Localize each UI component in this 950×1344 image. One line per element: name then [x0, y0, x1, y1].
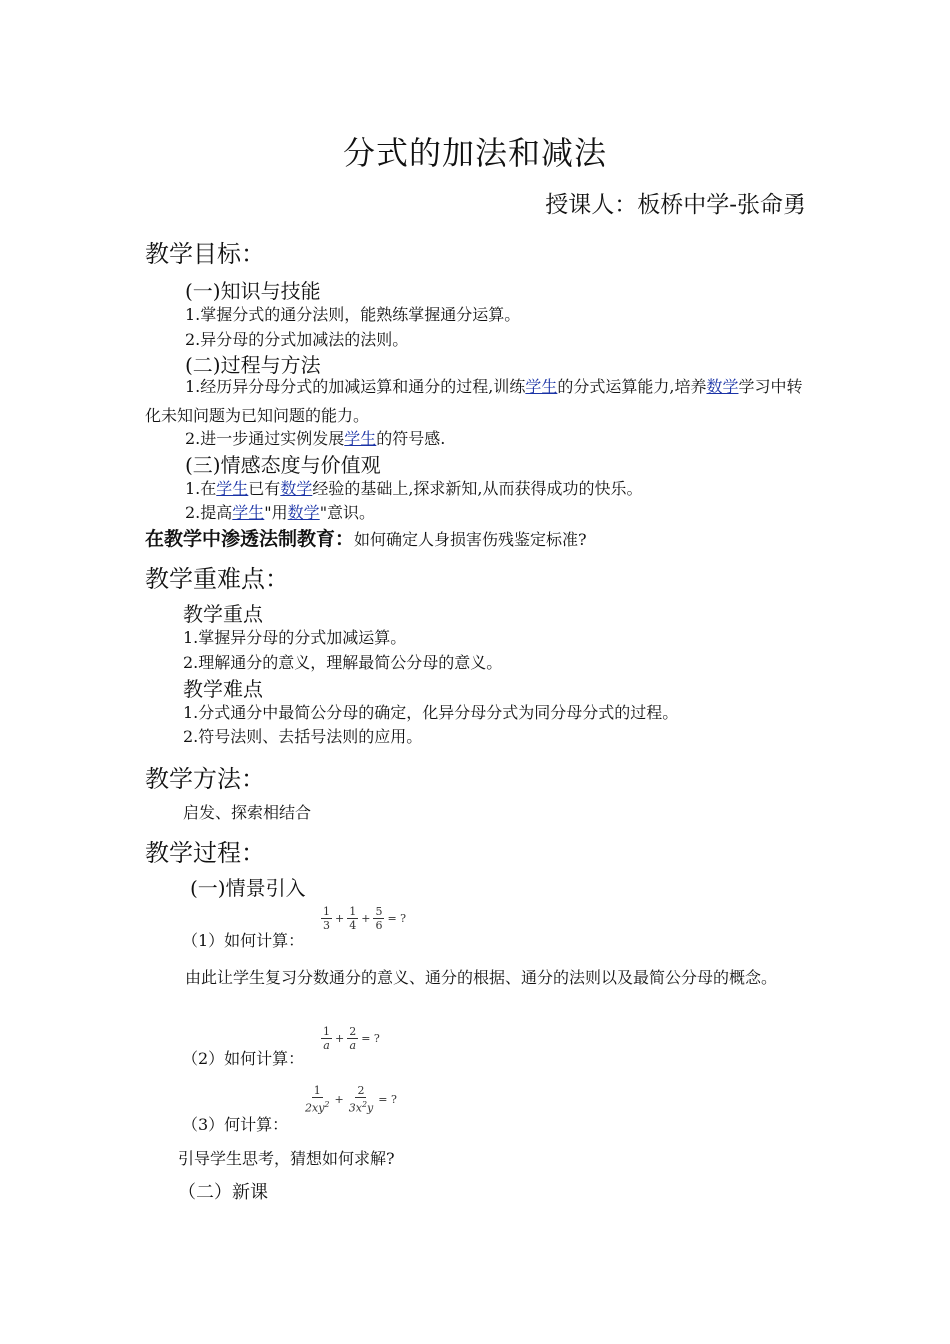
link-math[interactable]: 数学 [280, 479, 313, 498]
formula-3: $\frac{1}{2xy^2}$ + $\frac{2}{3x^2y}$ = ? [305, 1084, 397, 1115]
key-heading: 教学重难点： [145, 565, 289, 593]
intro-paragraph: 由此让学生复习分数通分的意义、通分的根据、通分的法则以及最简公分母的概念。 [185, 968, 778, 987]
formula-1: $\frac{1}{3}$ + $\frac{1}{4}$ + $\frac{5}{6}$ = ? [323, 905, 407, 932]
author-line: 授课人：板桥中学-张命勇 [545, 192, 806, 218]
key-difficult-title: 教学难点 [183, 677, 263, 701]
goals-heading: 教学目标： [145, 240, 265, 268]
method-text: 启发、探索相结合 [183, 803, 312, 822]
guide-text: 引导学生思考，猜想如何求解? [178, 1149, 395, 1168]
key-item: 1.分式通分中最简公分母的确定，化异分母分式为同分母分式的过程。 [183, 703, 679, 722]
process-heading: 教学过程： [145, 839, 265, 867]
key-focus-title: 教学重点 [183, 602, 263, 626]
key-item: 2.理解通分的意义，理解最简公分母的意义。 [183, 653, 503, 672]
link-math[interactable]: 数学 [287, 503, 320, 522]
link-math[interactable]: 数学 [706, 377, 739, 396]
formula-2: $\frac{1}{a}$ + $\frac{2}{a}$ = ? [323, 1025, 380, 1052]
question-1: （1）如何计算： [182, 931, 305, 950]
goals-section-knowledge: (一)知识与技能 [185, 279, 321, 303]
goals-item: 2.进一步通过实例发展学生的符号感. [185, 429, 446, 448]
question-2: （2）如何计算： [182, 1049, 305, 1068]
process-section-new: （二）新课 [178, 1182, 268, 1203]
process-section-intro: (一)情景引入 [190, 876, 306, 900]
question-3: （3）何计算： [182, 1115, 289, 1134]
link-student[interactable]: 学生 [344, 429, 377, 448]
key-item: 2.符号法则、去括号法则的应用。 [183, 727, 423, 746]
goals-section-attitude: (三)情感态度与价值观 [185, 453, 381, 477]
goals-section-process: (二)过程与方法 [185, 353, 321, 377]
law-education-line [145, 524, 587, 551]
key-item: 1.掌握异分母的分式加减运算。 [183, 628, 407, 647]
goals-item: 1.在学生已有数学经验的基础上,探求新知,从而获得成功的快乐。 [185, 479, 643, 498]
goals-item: 2.异分母的分式加减法的法则。 [185, 330, 409, 349]
link-student[interactable]: 学生 [232, 503, 265, 522]
law-text: 如何确定人身损害伤残鉴定标准? [354, 530, 587, 549]
law-label: 在教学中渗透法制教育： [145, 528, 355, 550]
goals-paragraph: 1.经历异分母分式的加减运算和通分的过程,训练学生的分式运算能力,培养数学学习中转化未知问题为已知问题的能力。 [145, 377, 803, 425]
page-title: 分式的加法和减法 [342, 134, 607, 172]
goals-item: 1.掌握分式的通分法则，能熟练掌握通分运算。 [185, 305, 521, 324]
link-student[interactable]: 学生 [525, 377, 558, 396]
goals-item: 2.提高学生"用数学"意识。 [185, 503, 376, 522]
method-heading: 教学方法： [145, 765, 265, 793]
link-student[interactable]: 学生 [216, 479, 249, 498]
